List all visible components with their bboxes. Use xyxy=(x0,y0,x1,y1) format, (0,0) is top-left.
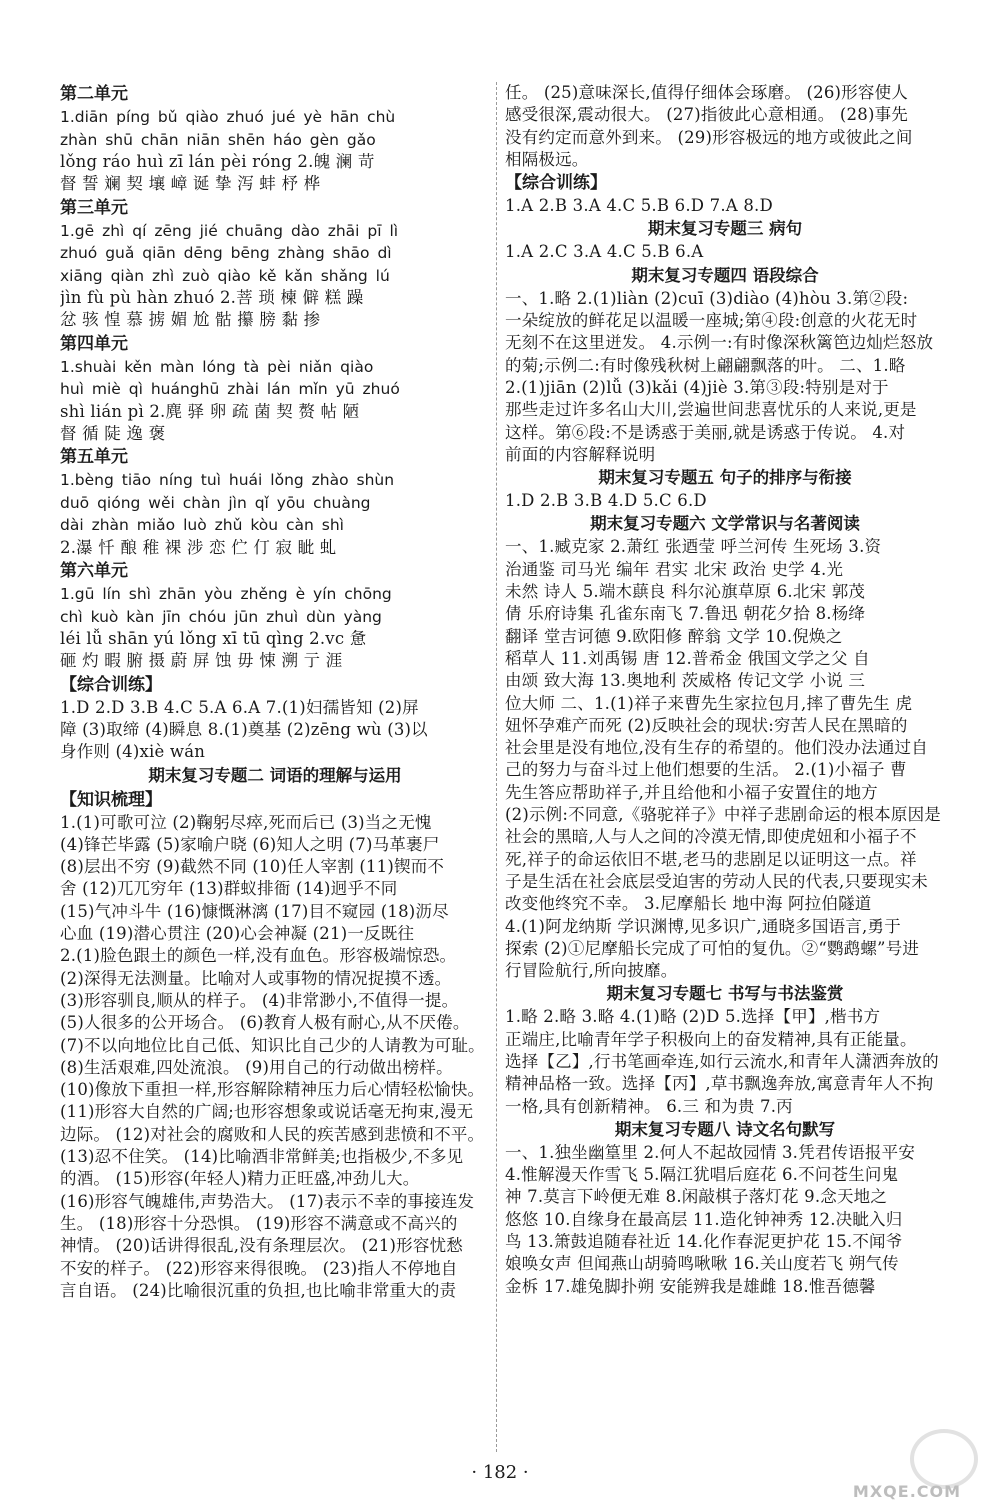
answer-line: 一朵绽放的鲜花足以温暖一座城;第④段:创意的火花无时 xyxy=(505,311,918,331)
answer-line: 一格,具有创新精神。 6.三 和为贵 7.丙 xyxy=(505,1096,793,1116)
answer-line: 忿 骇 惶 慕 掳 媚 尬 骷 攥 膀 黏 掺 xyxy=(60,310,321,330)
pinyin-line: dài zhàn miǎo luò zhǔ kòu càn shì xyxy=(60,516,344,535)
pinyin-line: 1.gē zhì qí zēng jié chuāng dào zhāi pī lì xyxy=(60,221,399,240)
answer-line: 1.D 2.D 3.B 4.C 5.A 6.A 7.(1)妇孺皆知 (2)屏 xyxy=(60,697,419,717)
answer-line: 一、1.略 2.(1)liàn (2)cuī (3)diào (4)hòu 3.第②段: xyxy=(505,288,909,308)
pinyin-line: zhuó guǎ qiān dēng bēng zhàng shāo dì xyxy=(60,244,392,263)
answer-line: 翻译 堂吉诃德 9.欧阳修 醉翁 文学 10.倪焕之 xyxy=(505,626,843,646)
answer-line: 选择【乙】,行书笔画牵连,如行云流水,和青年人潇洒奔放的 xyxy=(505,1051,939,1071)
answer-line: 相隔极远。 xyxy=(505,149,589,169)
section-heading: 第四单元 xyxy=(60,333,128,354)
answer-line: (16)形容气魄雄伟,声势浩大。 (17)表示不幸的事接连发 xyxy=(60,1191,475,1211)
answer-line: 心血 (19)潜心贯注 (20)心会神凝 (21)一反既往 xyxy=(60,924,415,944)
answer-line: 的菊;示例二:有时像残秋树上翩翩飘落的叶。 二、1.略 xyxy=(505,355,906,375)
answer-line: 不安的样子。 (22)形容来得很晚。 (23)指人不停地自 xyxy=(60,1258,458,1278)
answer-line: 金柝 17.雄兔脚扑朔 安能辨我是雄雌 18.惟吾德馨 xyxy=(505,1276,876,1296)
section-heading: 第三单元 xyxy=(60,197,128,218)
pinyin-line: 1.gū lín shì zhān yòu zhěng è yín chōng xyxy=(60,585,392,604)
left-column xyxy=(60,82,490,1458)
answer-line: 2.(1)脸色跟土的颜色一样,没有血色。形容极端惊恐。 xyxy=(60,946,457,966)
answer-line: (3)形容驯良,顺从的样子。 (4)非常渺小,不值得一提。 xyxy=(60,990,459,1010)
pinyin-line: chì kuò kàn jīn chóu jūn zhuì dùn yàng xyxy=(60,607,382,626)
answer-stamp-icon xyxy=(910,1429,978,1489)
answer-line: 生。 (18)形容十分恐惧。 (19)形容不满意或不高兴的 xyxy=(60,1213,458,1233)
topic-title: 期末复习专题六 文学常识与名著阅读 xyxy=(590,514,860,534)
answer-line: 1.D 2.B 3.B 4.D 5.C 6.D xyxy=(505,491,707,511)
answer-line: 死,祥子的命运依旧不堪,老马的悲剧足以证明这一点。祥 xyxy=(505,849,917,869)
answer-line: 这样。第⑥段:不是诱惑于美丽,就是诱惑于传说。 4.对 xyxy=(505,422,906,442)
answer-line: 没有约定而意外到来。 (29)形容极远的地方或彼此之间 xyxy=(505,127,913,147)
answer-line: lǒng ráo huì zī lán pèi róng 2.魄 澜 苛 xyxy=(60,152,375,171)
answer-line: 4.(1)阿龙纳斯 学识渊博,见多识广,通晓多国语言,勇于 xyxy=(505,916,901,936)
answer-line: 精神品格一致。选择【丙】,草书飘逸奔放,寓意青年人不拘 xyxy=(505,1074,934,1094)
answer-line: (5)人很多的公开场合。 (6)教育人极有耐心,从不厌倦。 xyxy=(60,1013,470,1033)
answer-line: 改变他终究不幸。 3.尼摩船长 地中海 阿拉伯隧道 xyxy=(505,894,872,914)
answer-line: (10)像放下重担一样,形容解除精神压力后心情轻松愉快。 xyxy=(60,1080,485,1100)
section-heading: 第六单元 xyxy=(60,561,128,582)
section-heading: 【知识梳理】 xyxy=(60,789,162,810)
answer-line: 身作则 (4)xiè wán xyxy=(60,742,206,762)
answer-line: 边际。 (12)对社会的腐败和人民的疾苦感到悲愤和不平。 xyxy=(60,1124,485,1144)
answer-line: 娘唤女声 但闻燕山胡骑鸣啾啾 16.关山度若飞 朔气传 xyxy=(505,1254,899,1274)
answer-line: léi lǚ shān yú lǒng xī tū qìng 2.vc 惫 xyxy=(60,629,367,649)
right-column xyxy=(505,82,945,1458)
topic-title: 期末复习专题七 书写与书法鉴赏 xyxy=(606,984,844,1004)
watermark-text: MXQE.COM xyxy=(852,1482,962,1501)
watermark xyxy=(832,1429,982,1501)
answer-line: 舍 (12)兀兀穷年 (13)群蚁排衙 (14)迥乎不同 xyxy=(60,879,398,899)
answer-line: 探索 (2)①尼摩船长完成了可怕的复仇。②“鹦鹉螺”号进 xyxy=(505,938,920,958)
pinyin-line: duō qióng wěi chàn jìn qǐ yōu chuàng xyxy=(60,493,371,512)
answer-line: 稻草人 11.刘禹锡 唐 12.普希金 俄国文学之父 自 xyxy=(505,648,870,668)
pinyin-line: huì miè qì huánghū zhài lán mǐn yū zhuó xyxy=(60,380,400,399)
answer-line: 由颂 致大海 13.奥地利 茨威格 传记文学 小说 三 xyxy=(505,671,866,691)
answer-line: 1.A 2.B 3.A 4.C 5.B 6.D 7.A 8.D xyxy=(505,196,773,216)
answer-line: 悠悠 10.自缘身在最高层 11.造化钟神秀 12.决眦入归 xyxy=(505,1209,903,1229)
section-heading: 【综合训练】 xyxy=(505,173,607,194)
answer-line: 行冒险航行,所向披靡。 xyxy=(505,961,678,981)
answer-line: (2)示例:不同意,《骆驼祥子》中祥子悲剧命运的根本原因是 xyxy=(505,805,941,825)
answer-line: jìn fù pù hàn zhuó 2.菩 琐 楝 僻 糕 躁 xyxy=(60,288,364,308)
answer-line: 妞怀孕难产而死 (2)反映社会的现状:穷苦人民在黑暗的 xyxy=(505,715,908,735)
answer-line: 的酒。 (15)形容(年轻人)精力正旺盛,冲劲儿大。 xyxy=(60,1169,420,1189)
section-heading: 第二单元 xyxy=(60,84,128,104)
topic-title: 期末复习专题二 词语的理解与运用 xyxy=(148,765,402,785)
answer-line: 2.(1)jiān (2)lǚ (3)kǎi (4)jiè 3.第③段:特别是对于 xyxy=(505,377,889,397)
answer-line: 位大师 二、1.(1)祥子来曹先生家拉包月,摔了曹先生 虎 xyxy=(505,693,913,713)
answer-line: (7)不以向地位比自己低、知识比自己少的人请教为可耻。 xyxy=(60,1035,485,1055)
answer-line: 先生答应帮助祥子,并且给他和小福子安置住的地方 xyxy=(505,782,878,802)
answer-line: 社会的黑暗,人与人之间的冷漠无情,即使虎妞和小福子不 xyxy=(505,827,917,847)
pinyin-line: zhàn shū chān niān shēn háo gèn gǎo xyxy=(60,130,376,149)
topic-title: 期末复习专题三 病句 xyxy=(647,219,803,239)
answer-line: (8)生活艰难,四处流浪。 (9)用自己的行动做出榜样。 xyxy=(60,1057,453,1077)
answer-line: (8)层出不穷 (9)截然不同 (10)任人宰割 (11)锲而不 xyxy=(60,857,445,877)
section-heading: 第五单元 xyxy=(60,447,128,468)
answer-line: 1.(1)可歌可泣 (2)鞠躬尽瘁,死而后已 (3)当之无愧 xyxy=(60,812,432,832)
answer-line: 社会里是没有地位,没有生存的希望的。他们没办法通过自 xyxy=(505,738,928,758)
answer-line: 一、1.独坐幽篁里 2.何人不起故园情 3.凭君传语报平安 xyxy=(505,1142,916,1162)
answer-line: 砸 灼 暇 腑 摄 蔚 屏 蚀 毋 悚 溯 亍 涯 xyxy=(60,651,343,671)
answer-line: 鸟 13.箫鼓追随春社近 14.化作春泥更护花 15.不闻爷 xyxy=(505,1232,903,1252)
answer-line: 未然 诗人 5.端木蕻良 科尔沁旗草原 6.北宋 郭茂 xyxy=(505,582,866,602)
answer-line: 正端庄,比喻青年学子积极向上的奋发精神,具有正能量。 xyxy=(505,1029,917,1049)
topic-title: 期末复习专题八 诗文名句默写 xyxy=(614,1119,836,1139)
answer-line: (2)深得无法测量。比喻对人或事物的情况捉摸不透。 xyxy=(60,968,452,988)
answer-line: 无刻不在这里迸发。 4.示例一:有时像深秋篱笆边灿烂怒放 xyxy=(505,333,934,353)
answer-line: 障 (3)取缔 (4)瞬息 8.(1)奠基 (2)zēng wù (3)以 xyxy=(60,719,428,739)
answer-line: 神情。 (20)话讲得很乱,没有条理层次。 (21)形容忧愁 xyxy=(60,1236,463,1256)
answer-line: shì lián pì 2.麂 驿 卵 疏 菌 契 赘 帖 陋 xyxy=(60,401,360,421)
answer-line: 治通鉴 司马光 编年 君实 北宋 政治 史学 4.光 xyxy=(505,559,844,579)
answer-line: 神 7.莫言下岭便无难 8.闲敲棋子落灯花 9.念天地之 xyxy=(505,1187,888,1207)
answer-line: 任。 (25)意味深长,值得仔细体会琢磨。 (26)形容使人 xyxy=(505,83,908,102)
answer-line: 1.略 2.略 3.略 4.(1)略 (2)D 5.选择【甲】,楷书方 xyxy=(505,1007,881,1027)
column-divider xyxy=(496,82,497,1452)
answer-line: 督 誓 斓 契 壤 嶂 诞 挚 泻 蚌 杼 桦 xyxy=(60,174,321,194)
pinyin-line: 1.shuài kěn màn lóng tà pèi niǎn qiào xyxy=(60,357,374,376)
answer-line: 2.瀑 忏 酿 稚 裸 涉 恋 伫 仃 寂 眦 虬 xyxy=(60,537,337,557)
answer-line: 言自语。 (24)比喻很沉重的负担,也比喻非常重大的责 xyxy=(60,1280,457,1300)
answer-line: 1.A 2.C 3.A 4.C 5.B 6.A xyxy=(505,242,704,262)
answer-line: 那些走过许多名山大川,尝遍世间悲喜忧乐的人来说,更是 xyxy=(505,400,917,420)
answer-line: 感受很深,震动很大。 (27)指彼此心意相通。 (28)事先 xyxy=(505,105,908,125)
answer-line: (15)气冲斗牛 (16)慷慨淋漓 (17)目不窥园 (18)沥尽 xyxy=(60,901,449,921)
pinyin-line: 1.bèng tiāo níng tuì huái lǒng zhào shùn xyxy=(60,471,395,490)
answer-line: 己的努力与奋斗过上他们想要的生活。 2.(1)小福子 曹 xyxy=(505,760,907,780)
answer-line: (4)锋芒毕露 (5)家喻户晓 (6)知人之明 (7)马革裹尸 xyxy=(60,834,440,854)
answer-line: 4.惟解漫天作雪飞 5.隔江犹唱后庭花 6.不问苍生问鬼 xyxy=(505,1165,899,1185)
page-number: · 182 · xyxy=(471,1462,529,1483)
answer-line: (11)形容大自然的广阔;也形容想象或说话毫无拘束,漫无 xyxy=(60,1102,474,1122)
answer-line: 倩 乐府诗集 孔雀东南飞 7.鲁迅 朝花夕拾 8.杨绛 xyxy=(505,604,866,624)
answer-line: 一、1.臧克家 2.萧红 张迺莹 呼兰河传 生死场 3.资 xyxy=(505,537,882,557)
topic-title: 期末复习专题四 语段综合 xyxy=(631,265,819,285)
pinyin-line: xiāng qiàn zhì zuò qiào kě kǎn shǎng lú xyxy=(60,266,390,285)
answer-line: 子是生活在社会底层受迫害的劳动人民的代表,只要现实未 xyxy=(505,871,928,891)
section-heading: 【综合训练】 xyxy=(60,674,162,695)
answer-line: (13)忍不住笑。 (14)比喻酒非常鲜美;也指极少,不多见 xyxy=(60,1147,464,1167)
topic-title: 期末复习专题五 句子的排序与衔接 xyxy=(598,468,852,488)
answer-line: 督 循 陡 逸 褒 xyxy=(60,423,166,443)
pinyin-line: 1.diān píng bǔ qiào zhuó jué yè hān chù xyxy=(60,108,396,126)
answer-line: 前面的内容解释说明 xyxy=(505,444,656,464)
